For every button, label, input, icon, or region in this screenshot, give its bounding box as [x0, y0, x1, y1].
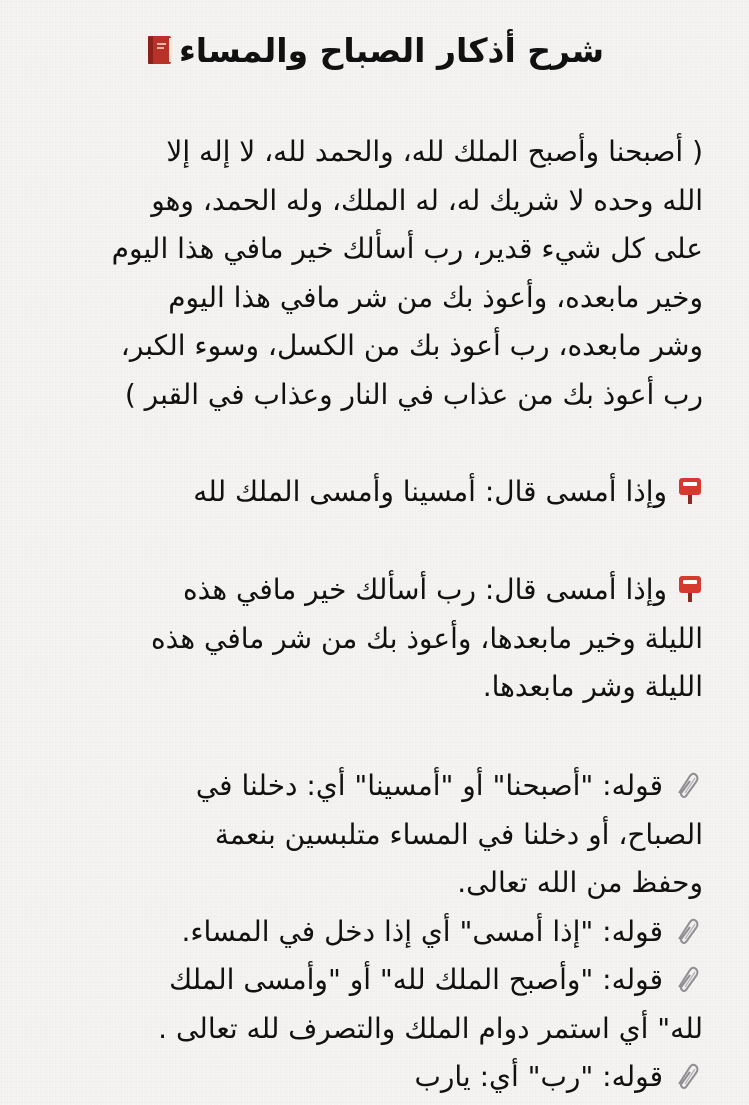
- page-title: [0, 26, 749, 76]
- evening-text: وإذا أمسى قال: رب أسألك خير مافي هذه: [182, 573, 667, 606]
- dua-paragraph: [63, 128, 703, 419]
- paperclip-icon: [673, 771, 703, 799]
- note-line: [63, 1053, 703, 1102]
- paperclip-icon: [673, 965, 703, 993]
- evening-line: [63, 468, 703, 517]
- dua-line: الله وحده لا شريك له، له الملك، وله الحمد، وهو: [151, 183, 703, 217]
- dua-line: وشر مابعده، رب أعوذ بك من الكسل، وسوء الكبر،: [120, 329, 703, 362]
- note-line: الصباح، أو دخلنا في المساء متلبسين بنعمة: [214, 817, 703, 851]
- evening-paragraph-2: [63, 566, 703, 712]
- note-line: لله" أي استمر دوام الملك والتصرف لله تعالى .: [158, 1011, 703, 1045]
- note-line: [63, 908, 703, 957]
- title-text: شرح أذكار الصباح والمساء: [178, 31, 605, 70]
- dua-line: رب أعوذ بك من عذاب في النار وعذاب في القبر ): [124, 377, 703, 411]
- evening-paragraph-1: [63, 468, 703, 517]
- note-text: قوله: "وأصبح الملك لله" أو "وأمسى الملك: [169, 963, 663, 996]
- dua-line: وخير مابعده، وأعوذ بك من شر مافي هذا اليوم: [168, 280, 703, 314]
- postbox-icon: [677, 575, 703, 603]
- dua-line: ( أصبحنا وأصبح الملك لله، والحمد لله، لا إله إلا: [166, 135, 703, 168]
- dua-line: على كل شيء قدير، رب أسألك خير مافي هذا اليوم: [111, 232, 703, 265]
- evening-line: [63, 566, 703, 615]
- note-text: قوله: "رب" أي: يارب: [414, 1060, 663, 1093]
- note-text: قوله: "إذا أمسى" أي إذا دخل في المساء.: [181, 914, 663, 948]
- evening-text: وإذا أمسى قال: أمسينا وأمسى الملك لله: [193, 475, 667, 508]
- evening-line: الليلة وشر مابعدها.: [482, 670, 703, 703]
- note-line: [63, 762, 703, 811]
- red-book-icon: [145, 34, 175, 66]
- postbox-icon: [677, 477, 703, 505]
- note-line: [63, 956, 703, 1005]
- note-line: وحفظ من الله تعالى.: [457, 866, 703, 899]
- note-text: قوله: "أصبحنا" أو "أمسينا" أي: دخلنا في: [195, 769, 663, 802]
- paperclip-icon: [673, 1062, 703, 1090]
- paperclip-icon: [673, 917, 703, 945]
- notes-section: [63, 762, 703, 1102]
- evening-line: الليلة وخير مابعدها، وأعوذ بك من شر مافي هذه: [150, 621, 703, 655]
